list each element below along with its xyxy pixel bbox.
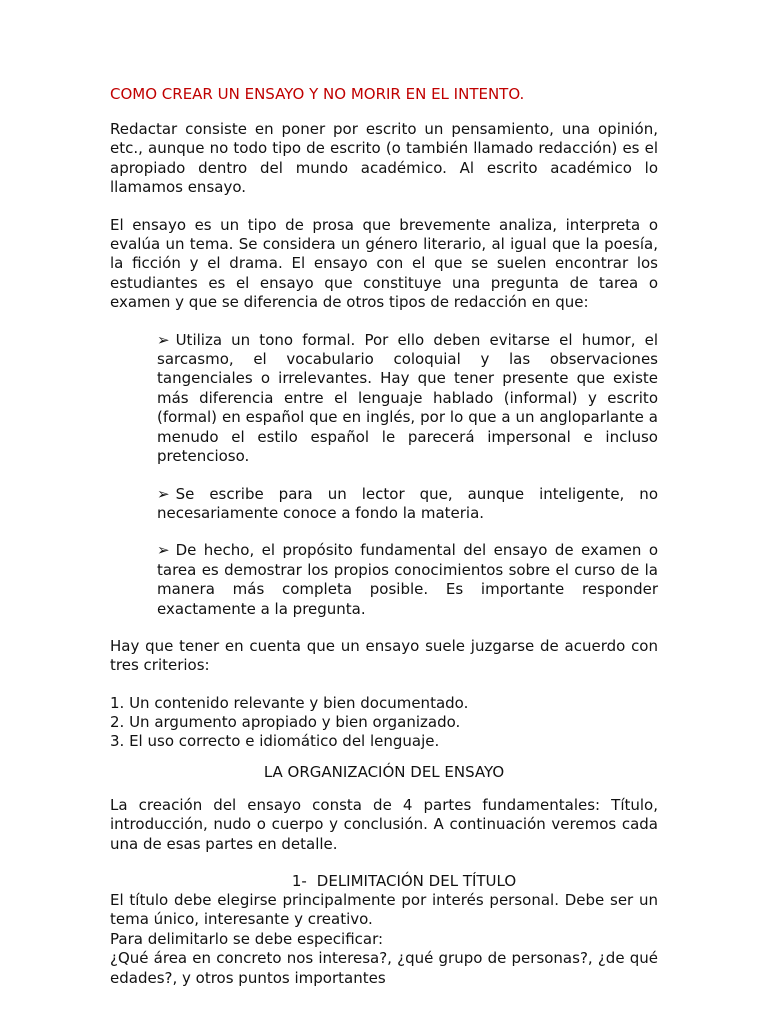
bullet-item — [157, 331, 658, 467]
paragraph-intro: Redactar consiste en poner por escrito un pensamiento, una opinión, etc., aunque no todo tipo de escrito (o también llamado redacción) es el apropiado dentro del mundo académico. Al escrito académico lo llamamos ensayo. — [110, 120, 658, 197]
subsection-heading — [110, 872, 658, 891]
bullet-item — [157, 541, 658, 619]
subsection-number: 1- — [291, 871, 307, 890]
criteria-list — [110, 694, 658, 751]
subsection-title: DELIMITACIÓN DEL TÍTULO — [316, 871, 517, 890]
paragraph-delimit: Para delimitarlo se debe especificar: — [110, 929, 384, 948]
paragraph-title-choice: El título debe elegirse principalmente por interés personal. Debe ser un tema único, interesante y creativo. — [110, 890, 658, 929]
paragraph-questions: ¿Qué área en concreto nos interesa?, ¿qué grupo de personas?, ¿de qué edades?, y otros puntos importantes — [110, 949, 658, 987]
paragraph-organization: La creación del ensayo consta de 4 partes fundamentales: Título, introducción, nudo o cuerpo y conclusión. A continuación veremos cada una de esas partes en detalle. — [110, 795, 658, 853]
list-item: 1. Un contenido relevante y bien documentado. — [110, 693, 469, 712]
bullet-text: Se escribe para un lector que, aunque inteligente, no necesariamente conoce a fondo la materia. — [157, 484, 658, 522]
bullet-item — [157, 485, 658, 524]
document-title: COMO CREAR UN ENSAYO Y NO MORIR EN EL INTENTO. — [110, 85, 525, 103]
arrow-bullet-icon: ➢ — [157, 484, 170, 503]
arrow-bullet-icon: ➢ — [157, 541, 170, 560]
spacer — [110, 313, 658, 331]
spacer — [110, 198, 658, 216]
bullet-text: Utiliza un tono formal. Por ello deben evitarse el humor, el sarcasmo, el vocabulario coloquial y las observaciones tangenciales o irrelevantes. Hay que tener presente que existe más diferencia entre el lenguaje hablado (informal) y escrito (formal) en español que en inglés, por lo que a un angloparlante a menudo el estilo español le parecerá impersonal e incluso pretencioso. — [157, 330, 658, 466]
paragraph-definition: El ensayo es un tipo de prosa que brevemente analiza, interpreta o evalúa un tema. Se considera un género literario, al igual que la poesía, la ficción y el drama. El ensayo con el que se suelen encontrar los estudiantes es el ensayo que constituye una pregunta de tarea o examen y que se diferencia de otros tipos de redacción en que: — [110, 215, 658, 312]
list-item: 2. Un argumento apropiado y bien organizado. — [110, 712, 461, 731]
paragraph-criteria-intro: Hay que tener en cuenta que un ensayo suele juzgarse de acuerdo con tres criterios: — [110, 636, 658, 675]
spacer — [110, 854, 658, 872]
bullet-text: De hecho, el propósito fundamental del ensayo de examen o tarea es demostrar los propios conocimientos sobre el curso de la manera más completa posible. Es importante responder exactamente a la pregunta. — [157, 541, 658, 618]
arrow-bullet-icon: ➢ — [157, 330, 170, 349]
bullet-list — [157, 331, 658, 619]
spacer — [110, 676, 658, 694]
section-heading: LA ORGANIZACIÓN DEL ENSAYO — [263, 762, 505, 781]
list-item: 3. El uso correcto e idiomático del lenguaje. — [110, 731, 440, 750]
